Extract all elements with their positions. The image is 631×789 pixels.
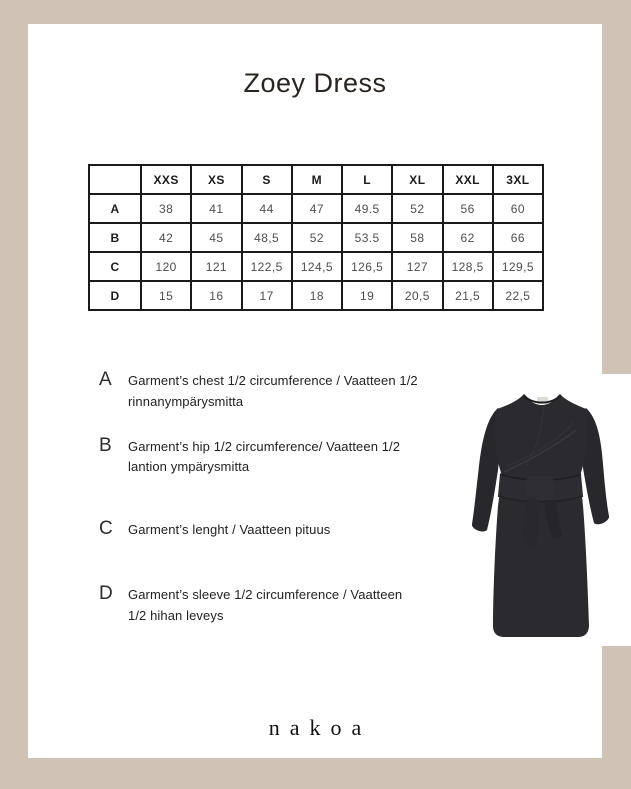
size-value-cell: 128,5 [443,252,493,281]
size-column-header: M [292,165,342,194]
legend-item [99,436,421,479]
size-chart-row [89,194,543,223]
size-column-header: 3XL [493,165,543,194]
measurement-legend [99,370,421,627]
legend-letter: D [99,582,113,604]
size-value-cell: 18 [292,281,342,310]
size-value-cell: 66 [493,223,543,252]
size-value-cell: 22,5 [493,281,543,310]
legend-item [99,519,421,541]
size-value-cell: 49.5 [342,194,392,223]
dress-illustration [460,374,631,646]
size-value-cell: 124,5 [292,252,342,281]
size-column-header: XS [191,165,241,194]
size-value-cell: 42 [141,223,191,252]
size-value-cell: 15 [141,281,191,310]
size-value-cell: 53.5 [342,223,392,252]
size-value-cell: 21,5 [443,281,493,310]
size-guide-card [28,24,602,758]
size-value-cell: 121 [191,252,241,281]
legend-item [99,370,421,413]
legend-text: Garment’s hip 1/2 circumference/ Vaatteen 1/2 lantion ympärysmitta [128,438,401,475]
measurement-letter-cell: B [89,223,141,252]
size-chart-header-row [89,165,543,194]
sash-knot [525,476,554,500]
measurement-letter-cell: D [89,281,141,310]
size-value-cell: 16 [191,281,241,310]
size-value-cell: 122,5 [242,252,292,281]
measurement-letter-cell: C [89,252,141,281]
size-value-cell: 127 [392,252,442,281]
size-column-header: S [242,165,292,194]
size-value-cell: 45 [191,223,241,252]
legend-item [99,584,421,627]
measurement-letter-cell: A [89,194,141,223]
size-column-header: L [342,165,392,194]
size-chart-table [88,164,544,311]
size-value-cell: 56 [443,194,493,223]
size-value-cell: 48,5 [242,223,292,252]
size-value-cell: 52 [392,194,442,223]
size-value-cell: 17 [242,281,292,310]
corner-cell [89,165,141,194]
size-value-cell: 126,5 [342,252,392,281]
size-value-cell: 41 [191,194,241,223]
size-value-cell: 47 [292,194,342,223]
size-value-cell: 52 [292,223,342,252]
size-value-cell: 120 [141,252,191,281]
page-title: Zoey Dress [243,68,387,98]
size-value-cell: 19 [342,281,392,310]
size-chart-row [89,281,543,310]
size-chart-body [89,194,543,310]
legend-letter: B [99,434,112,456]
product-photo [460,374,631,646]
size-value-cell: 20,5 [392,281,442,310]
legend-letter: C [99,518,113,540]
size-chart-row [89,252,543,281]
size-value-cell: 62 [443,223,493,252]
size-chart-row [89,223,543,252]
brand-logo: nakoa [268,715,372,740]
legend-text: Garment’s chest 1/2 circumference / Vaatteen 1/2 rinnanympärysmitta [128,373,418,409]
legend-letter: A [99,369,112,390]
size-value-cell: 60 [493,194,543,223]
size-value-cell: 58 [392,223,442,252]
size-column-header: XL [392,165,442,194]
legend-text: Garment’s lenght / Vaatteen pituus [128,522,331,538]
legend-text: Garment’s sleeve 1/2 circumference / Vaatteen 1/2 hihan leveys [128,586,403,623]
size-column-header: XXS [141,165,191,194]
size-value-cell: 38 [141,194,191,223]
size-value-cell: 44 [242,194,292,223]
size-column-header: XXL [443,165,493,194]
size-value-cell: 129,5 [493,252,543,281]
